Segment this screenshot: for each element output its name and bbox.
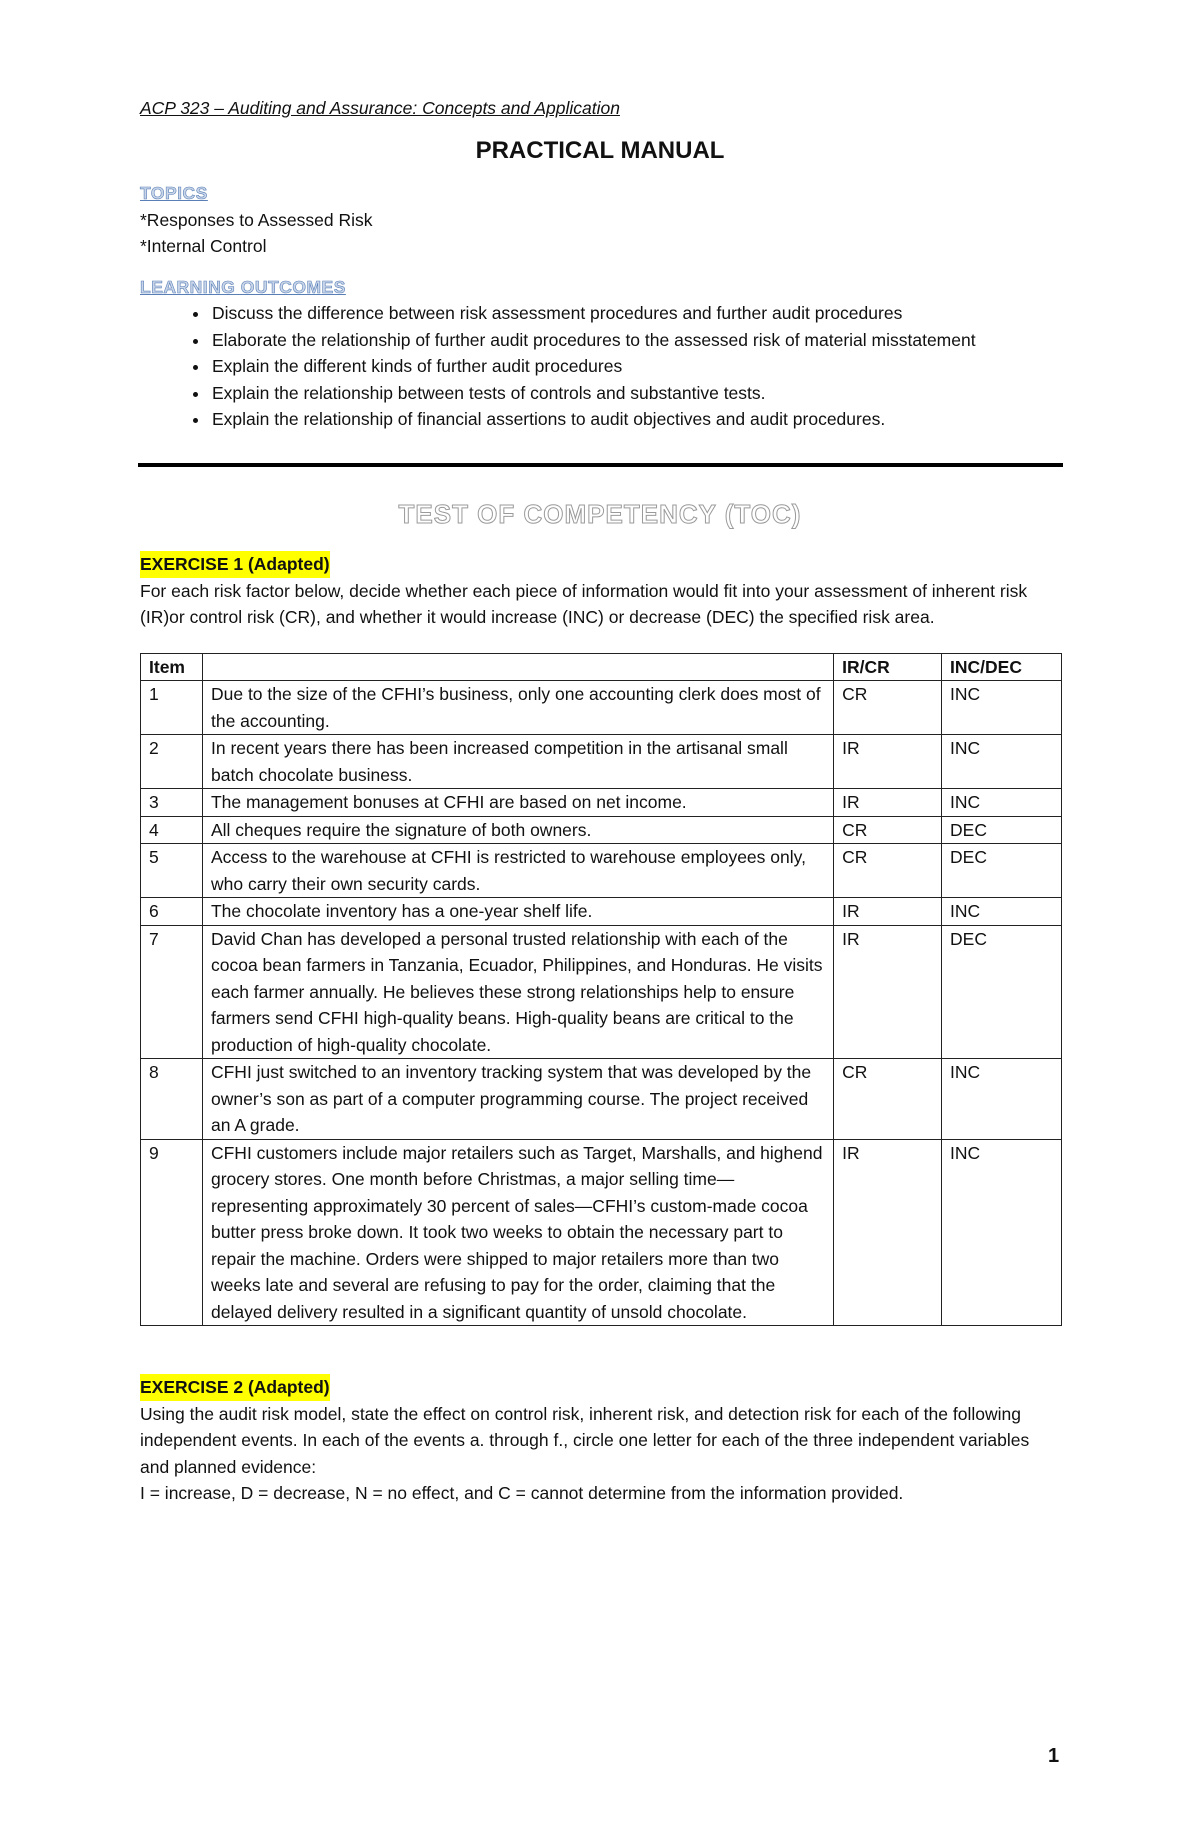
cell-inc-dec: DEC bbox=[942, 816, 1062, 844]
outcome-item: • Explain the different kinds of further audit procedures bbox=[210, 353, 1060, 380]
cell-ir-cr: IR bbox=[834, 735, 942, 789]
cell-inc-dec: INC bbox=[942, 681, 1062, 735]
cell-item: 8 bbox=[141, 1059, 203, 1140]
topics-label: TOPICS bbox=[140, 183, 208, 203]
cell-ir-cr: IR bbox=[834, 1139, 942, 1326]
table-row bbox=[141, 1059, 1062, 1140]
section-divider bbox=[138, 463, 1063, 467]
cell-item: 1 bbox=[141, 681, 203, 735]
exercise2-title: EXERCISE 2 (Adapted) bbox=[140, 1374, 330, 1401]
table-row bbox=[141, 844, 1062, 898]
table-row bbox=[141, 925, 1062, 1059]
outcome-item: • Discuss the difference between risk assessment procedures and further audit procedures bbox=[210, 300, 1060, 327]
cell-ir-cr: CR bbox=[834, 681, 942, 735]
cell-item: 3 bbox=[141, 789, 203, 817]
table-row bbox=[141, 898, 1062, 926]
page-number: 1 bbox=[1048, 1745, 1060, 1767]
cell-inc-dec: INC bbox=[942, 1059, 1062, 1140]
cell-ir-cr: IR bbox=[834, 898, 942, 926]
header-ir-cr: IR/CR bbox=[834, 653, 942, 681]
cell-item: 9 bbox=[141, 1139, 203, 1326]
cell-description: In recent years there has been increased competition in the artisanal small batch chocolate business. bbox=[202, 735, 833, 789]
cell-ir-cr: CR bbox=[834, 844, 942, 898]
table-row bbox=[141, 681, 1062, 735]
table-header-row bbox=[141, 653, 1062, 681]
exercise1-title: EXERCISE 1 (Adapted) bbox=[140, 551, 330, 578]
table-row bbox=[141, 789, 1062, 817]
spacer bbox=[140, 1326, 1060, 1374]
doc-title: PRACTICAL MANUAL bbox=[475, 136, 725, 164]
cell-description: Due to the size of the CFHI’s business, only one accounting clerk does most of the accounting. bbox=[202, 681, 833, 735]
table-row bbox=[141, 735, 1062, 789]
cell-description: David Chan has developed a personal trusted relationship with each of the cocoa bean farmers in Tanzania, Ecuador, Philippines, and Honduras. He visits each farmer annually. He believes these strong relationships help to ensure farmers send CFHI high-quality beans. High-quality beans are critical to the production of high-quality chocolate. bbox=[202, 925, 833, 1059]
outcome-item: • Elaborate the relationship of further audit procedures to the assessed risk of material misstatement bbox=[210, 327, 1060, 354]
header-item: Item bbox=[141, 653, 203, 681]
learning-outcomes-label: LEARNING OUTCOMES bbox=[140, 276, 346, 297]
cell-item: 6 bbox=[141, 898, 203, 926]
outcome-item: • Explain the relationship of financial assertions to audit objectives and audit procedures. bbox=[210, 406, 1060, 433]
cell-item: 5 bbox=[141, 844, 203, 898]
cell-description: CFHI just switched to an inventory tracking system that was developed by the owner’s son as part of a computer programming course. The project received an A grade. bbox=[202, 1059, 833, 1140]
cell-inc-dec: INC bbox=[942, 735, 1062, 789]
learning-outcomes-list bbox=[140, 300, 1060, 433]
course-title: ACP 323 – Auditing and Assurance: Concepts and Application bbox=[140, 98, 620, 118]
table-row bbox=[141, 816, 1062, 844]
cell-inc-dec: INC bbox=[942, 1139, 1062, 1326]
outcome-item: • Explain the relationship between tests of controls and substantive tests. bbox=[210, 380, 1060, 407]
exercise2-legend: I = increase, D = decrease, N = no effect, and C = cannot determine from the information provided. bbox=[140, 1483, 904, 1503]
cell-description: CFHI customers include major retailers such as Target, Marshalls, and highend grocery stores. One month before Christmas, a major selling time—representing approximately 30 percent of sales—CFHI’s custom-made cocoa butter press broke down. It took two weeks to obtain the necessary part to repair the machine. Orders were shipped to major retailers more than two weeks late and several are refusing to pay for the order, claiming that the delayed delivery resulted in a significant quantity of unsold chocolate. bbox=[202, 1139, 833, 1326]
cell-description: All cheques require the signature of both owners. bbox=[202, 816, 833, 844]
topic-item: *Responses to Assessed Risk bbox=[140, 209, 373, 230]
cell-inc-dec: DEC bbox=[942, 925, 1062, 1059]
cell-item: 2 bbox=[141, 735, 203, 789]
cell-item: 4 bbox=[141, 816, 203, 844]
table-row bbox=[141, 1139, 1062, 1326]
risk-factor-table bbox=[140, 653, 1062, 1327]
cell-ir-cr: IR bbox=[834, 789, 942, 817]
exercise1-instructions: For each risk factor below, decide whether each piece of information would fit into your assessment of inherent risk (IR)or control risk (CR), and whether it would increase (INC) or decrease (DEC) the specified risk area. bbox=[140, 580, 1028, 627]
page-content bbox=[140, 95, 1060, 1507]
cell-ir-cr: IR bbox=[834, 925, 942, 1059]
cell-inc-dec: DEC bbox=[942, 844, 1062, 898]
cell-item: 7 bbox=[141, 925, 203, 1059]
cell-inc-dec: INC bbox=[942, 898, 1062, 926]
header-inc-dec: INC/DEC bbox=[942, 653, 1062, 681]
header-description bbox=[202, 653, 833, 681]
exercise2-instructions: Using the audit risk model, state the effect on control risk, inherent risk, and detection risk for each of the following independent events. In each of the events a. through f., circle one letter for each of the three independent variables and planned evidence: bbox=[140, 1403, 1030, 1477]
topic-item: *Internal Control bbox=[140, 236, 267, 256]
cell-ir-cr: CR bbox=[834, 1059, 942, 1140]
cell-description: The chocolate inventory has a one-year shelf life. bbox=[202, 898, 833, 926]
cell-description: Access to the warehouse at CFHI is restricted to warehouse employees only, who carry their own security cards. bbox=[202, 844, 833, 898]
toc-heading: TEST OF COMPETENCY (TOC) bbox=[398, 498, 802, 529]
cell-ir-cr: CR bbox=[834, 816, 942, 844]
cell-description: The management bonuses at CFHI are based on net income. bbox=[202, 789, 833, 817]
cell-inc-dec: INC bbox=[942, 789, 1062, 817]
